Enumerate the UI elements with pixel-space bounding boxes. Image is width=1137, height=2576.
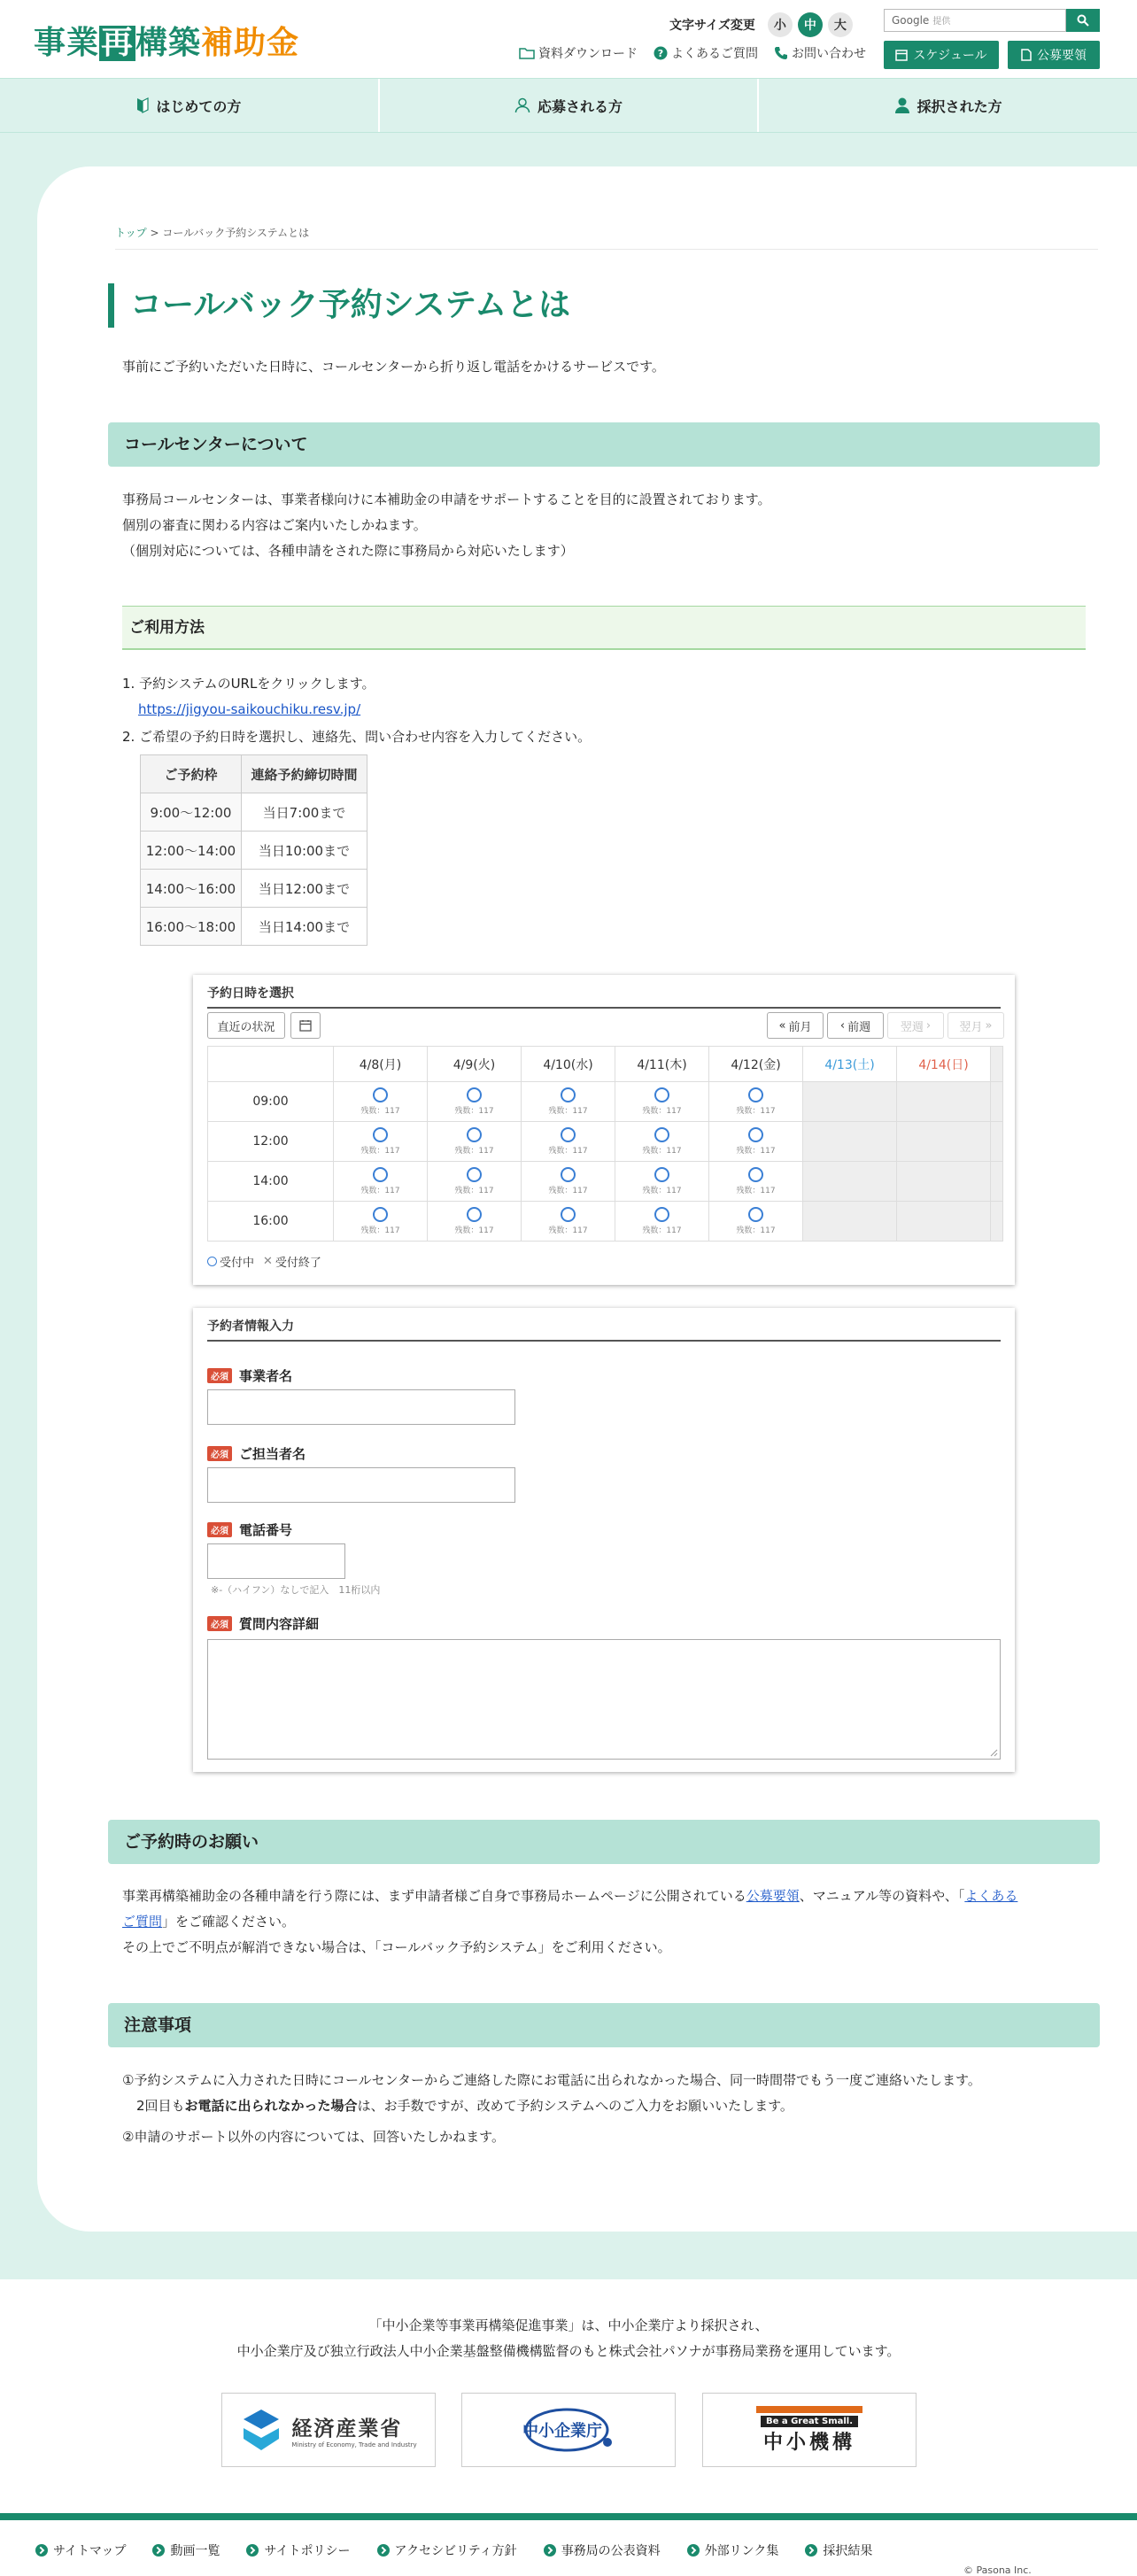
faq-inline-link[interactable]: よくある bbox=[964, 1888, 1018, 1904]
footer-link-publications[interactable]: 事務局の公表資料 bbox=[544, 2541, 661, 2559]
details-label: 必須 質問内容詳細 bbox=[207, 1614, 319, 1633]
smrj-banner[interactable]: Be a Great Small. 中小機構 bbox=[702, 2393, 917, 2467]
closed-cell bbox=[803, 1122, 897, 1162]
time-label: 16:00 bbox=[208, 1202, 334, 1242]
calendar-corner bbox=[208, 1047, 334, 1082]
resize-handle-icon[interactable] bbox=[989, 1748, 998, 1757]
slot-cell[interactable]: 残数：117 bbox=[522, 1162, 615, 1202]
day-header: 4/10(水) bbox=[522, 1047, 615, 1082]
calendar-legend: 受付中 ✕ 受付終了 bbox=[207, 1253, 321, 1270]
open-circle-icon bbox=[207, 1257, 217, 1266]
breadcrumb: トップ > コールバック予約システムとは bbox=[115, 225, 1098, 250]
slot-cell[interactable]: 残数：117 bbox=[428, 1202, 522, 1242]
available-circle-icon bbox=[654, 1087, 669, 1102]
slot-cell[interactable]: 残数：117 bbox=[709, 1202, 803, 1242]
download-link[interactable]: 資料ダウンロード bbox=[519, 44, 638, 62]
site-header bbox=[0, 0, 1137, 78]
main-nav bbox=[0, 78, 1137, 133]
slot-cell[interactable]: 残数：117 bbox=[334, 1122, 428, 1162]
callcenter-text: 事務局コールセンターは、事業者様向けに本補助金の申請をサポートすることを目的に設置されております。 個別の審査に関わる内容はご案内いたしかねます。 （個別対応については、各種申請をされた際に事務局から対応いたします） bbox=[122, 491, 771, 559]
page-intro: 事前にご予約いただいた日時に、コールセンターから折り返し電話をかけるサービスです。 bbox=[122, 359, 665, 375]
closed-cell bbox=[803, 1202, 897, 1242]
availability-calendar bbox=[207, 1046, 1003, 1242]
search-input[interactable]: Google 提供 bbox=[884, 9, 1066, 32]
request-text: 事業再構築補助金の各種申請を行う際には、まず申請者様ご自身で事務局ホームページに公開されている公募要領、マニュアル等の資料や、「よくある ご質問」をご確認ください。 その上でご不明点が解消できない場合は、「コールバック予約システム」をご利用ください。 bbox=[122, 1888, 1018, 1955]
available-circle-icon bbox=[748, 1127, 763, 1142]
usage-steps bbox=[122, 671, 591, 750]
meti-logo-icon bbox=[240, 2407, 282, 2453]
folder-icon bbox=[519, 47, 535, 59]
table-header: 連絡予約締切時間 bbox=[242, 755, 367, 793]
phone-input[interactable] bbox=[207, 1543, 345, 1579]
slot-cell[interactable]: 残数：117 bbox=[615, 1122, 709, 1162]
calendar-row bbox=[208, 1162, 1003, 1202]
closed-cell bbox=[803, 1082, 897, 1122]
available-circle-icon bbox=[748, 1087, 763, 1102]
smrj-stripe bbox=[756, 2406, 862, 2413]
arrow-circle-icon bbox=[687, 2544, 700, 2557]
footer-link-external[interactable]: 外部リンク集 bbox=[687, 2541, 779, 2559]
day-header: 4/9(火) bbox=[428, 1047, 522, 1082]
breadcrumb-top-link[interactable]: トップ bbox=[115, 227, 147, 239]
available-circle-icon bbox=[467, 1127, 482, 1142]
available-circle-icon bbox=[373, 1087, 388, 1102]
font-size-label: 文字サイズ変更 bbox=[669, 19, 755, 33]
day-header-sunday: 4/14(日) bbox=[897, 1047, 991, 1082]
user-outline-icon bbox=[514, 97, 530, 113]
nav-applicants[interactable]: 応募される方 bbox=[380, 79, 760, 132]
contact-person-label: 必須 ご担当者名 bbox=[207, 1444, 306, 1463]
available-circle-icon bbox=[467, 1087, 482, 1102]
arrow-circle-icon bbox=[152, 2544, 165, 2557]
reservation-form-panel bbox=[193, 1308, 1015, 1772]
required-badge: 必須 bbox=[207, 1522, 232, 1537]
notes-text: ①予約システムに入力された日時にコールセンターからご連絡した際にお電話に出られなかった場合、同一時間帯でもう一度ご連絡いたします。 2回目もお電話に出られなかった場合は、お手数ですが、改めて予約システムへのご入力をお願いいたします。 ②申請のサポート以外の内容については、回答いたしかねます。 bbox=[122, 2068, 1105, 2150]
available-circle-icon bbox=[748, 1207, 763, 1222]
search-icon bbox=[1077, 14, 1089, 27]
available-circle-icon bbox=[654, 1207, 669, 1222]
reservation-system-link[interactable]: https://jigyou-saikouchiku.resv.jp/ bbox=[138, 701, 361, 717]
question-icon bbox=[654, 46, 668, 60]
svg-text:?: ? bbox=[657, 48, 664, 59]
arrow-circle-icon bbox=[246, 2544, 259, 2557]
usage-step-2: 2. ご希望の予約日時を選択し、連絡先、問い合わせ内容を入力してください。 bbox=[122, 729, 592, 745]
nav-adopted[interactable]: 採択された方 bbox=[759, 79, 1137, 132]
callcenter-heading: コールセンターについて bbox=[108, 422, 1100, 467]
faq-inline-link-cont[interactable]: ご質問 bbox=[122, 1914, 163, 1930]
next-week-button[interactable]: 翌週 › bbox=[887, 1012, 944, 1039]
available-circle-icon bbox=[561, 1127, 576, 1142]
required-badge: 必須 bbox=[207, 1616, 232, 1631]
closed-cell bbox=[897, 1162, 991, 1202]
available-circle-icon bbox=[467, 1167, 482, 1182]
slot-cell[interactable]: 残数：117 bbox=[334, 1162, 428, 1202]
calendar-panel bbox=[193, 975, 1015, 1285]
footer-link-policy[interactable]: サイトポリシー bbox=[246, 2541, 350, 2559]
calendar-row bbox=[208, 1122, 1003, 1162]
available-circle-icon bbox=[654, 1127, 669, 1142]
calendar-icon bbox=[299, 1019, 312, 1032]
slot-cell[interactable]: 残数：117 bbox=[522, 1082, 615, 1122]
calendar-picker-button[interactable] bbox=[290, 1012, 321, 1039]
footer-link-videos[interactable]: 動画一覧 bbox=[152, 2541, 220, 2559]
slot-cell[interactable]: 残数：117 bbox=[334, 1202, 428, 1242]
time-label: 14:00 bbox=[208, 1162, 334, 1202]
available-circle-icon bbox=[561, 1087, 576, 1102]
available-circle-icon bbox=[654, 1167, 669, 1182]
arrow-circle-icon bbox=[377, 2544, 390, 2557]
slot-cell[interactable]: 残数：117 bbox=[615, 1202, 709, 1242]
request-heading: ご予約時のお願い bbox=[108, 1820, 1100, 1864]
slot-cell[interactable]: 残数：117 bbox=[428, 1082, 522, 1122]
closed-cell bbox=[897, 1122, 991, 1162]
user-icon bbox=[894, 97, 910, 113]
recent-status-button[interactable]: 直近の状況 bbox=[207, 1012, 285, 1039]
day-header: 4/8(月) bbox=[334, 1047, 428, 1082]
page-title: コールバック予約システムとは bbox=[108, 283, 570, 328]
next-month-button[interactable]: 翌月 » bbox=[948, 1012, 1004, 1039]
slot-cell[interactable]: 残数：117 bbox=[428, 1122, 522, 1162]
table-row: 16:00～18:00 当日14:00まで bbox=[141, 908, 367, 946]
prev-week-button[interactable]: ‹ 前週 bbox=[827, 1012, 884, 1039]
slot-cell[interactable]: 残数：117 bbox=[522, 1202, 615, 1242]
copyright: © Pasona Inc. bbox=[963, 2564, 1032, 2576]
footer-links bbox=[35, 2541, 872, 2559]
calendar-icon bbox=[895, 49, 908, 61]
calendar-header-row bbox=[208, 1047, 1003, 1082]
double-chevron-right-icon: » bbox=[985, 1018, 993, 1033]
footer-link-results[interactable]: 採択結果 bbox=[805, 2541, 872, 2559]
closed-cell bbox=[897, 1202, 991, 1242]
font-size-switcher bbox=[669, 12, 853, 37]
business-name-input[interactable] bbox=[207, 1389, 515, 1425]
required-badge: 必須 bbox=[207, 1368, 232, 1383]
table-row: 12:00～14:00 当日10:00まで bbox=[141, 832, 367, 870]
site-logo[interactable]: 事業再構築補助金 bbox=[34, 25, 300, 61]
sme-agency-banner[interactable]: 中小企業庁 bbox=[461, 2393, 676, 2467]
calendar-title: 予約日時を選択 bbox=[207, 984, 1001, 1009]
contact-link[interactable]: お問い合わせ bbox=[774, 44, 866, 62]
note-item-1: ①予約システムに入力された日時にコールセンターからご連絡した際にお電話に出られなかった場合、同一時間帯でもう一度ご連絡いたします。 bbox=[122, 2072, 981, 2088]
arrow-circle-icon bbox=[35, 2544, 48, 2557]
note-item-2: ②申請のサポート以外の内容については、回答いたしかねます。 bbox=[122, 2129, 505, 2145]
phone-label: 必須 電話番号 bbox=[207, 1520, 292, 1539]
chevron-right-icon: › bbox=[925, 1018, 932, 1033]
details-textarea[interactable] bbox=[207, 1639, 1001, 1760]
breadcrumb-current: コールバック予約システムとは bbox=[162, 227, 310, 239]
font-size-large-button[interactable]: 大 bbox=[828, 12, 853, 37]
form-title: 予約者情報入力 bbox=[207, 1317, 1001, 1342]
day-header: 4/12(金) bbox=[709, 1047, 803, 1082]
time-label: 09:00 bbox=[208, 1082, 334, 1122]
phone-icon bbox=[774, 46, 788, 60]
slot-cell[interactable]: 残数：117 bbox=[428, 1162, 522, 1202]
phone-note: ※-（ハイフン）なしで記入 11桁以内 bbox=[211, 1584, 381, 1596]
footer-statement: 「中小企業等事業再構築促進事業」は、中小企業庁より採択され、 中小企業庁及び独立行政法人中小企業基盤整備機構監督のもと株式会社パソナが事務局業務を運用しています。 bbox=[236, 2317, 901, 2359]
nav-first-time[interactable]: はじめての方 bbox=[0, 79, 380, 132]
font-size-medium-button[interactable]: 中 bbox=[798, 12, 823, 37]
time-label: 12:00 bbox=[208, 1122, 334, 1162]
usage-step-1: 1. 予約システムのURLをクリックします。 bbox=[122, 676, 375, 692]
calendar-scrollbar[interactable] bbox=[991, 1047, 1003, 1082]
closed-cell bbox=[803, 1162, 897, 1202]
faq-link[interactable]: ? よくあるご質問 bbox=[654, 44, 758, 62]
guidelines-button[interactable]: 公募要領 bbox=[1008, 41, 1100, 69]
header-links bbox=[519, 44, 866, 62]
meti-banner[interactable]: 経済産業省 Ministry of Economy, Trade and Industry bbox=[221, 2393, 436, 2467]
required-badge: 必須 bbox=[207, 1446, 232, 1461]
slot-cell[interactable]: 残数：117 bbox=[709, 1122, 803, 1162]
arrow-circle-icon bbox=[544, 2544, 556, 2557]
guidelines-link[interactable]: 公募要領 bbox=[746, 1888, 800, 1904]
slot-cell[interactable]: 残数：117 bbox=[615, 1162, 709, 1202]
notes-heading: 注意事項 bbox=[108, 2003, 1100, 2047]
available-circle-icon bbox=[561, 1167, 576, 1182]
slot-cell[interactable]: 残数：117 bbox=[334, 1082, 428, 1122]
search-button[interactable] bbox=[1066, 9, 1100, 32]
available-circle-icon bbox=[373, 1167, 388, 1182]
available-circle-icon bbox=[748, 1167, 763, 1182]
available-circle-icon bbox=[373, 1127, 388, 1142]
table-header-row bbox=[141, 755, 367, 793]
day-header: 4/11(木) bbox=[615, 1047, 709, 1082]
calendar-row bbox=[208, 1202, 1003, 1242]
slot-cell[interactable]: 残数：117 bbox=[709, 1082, 803, 1122]
slot-cell[interactable]: 残数：117 bbox=[615, 1082, 709, 1122]
slot-cell[interactable]: 残数：117 bbox=[522, 1122, 615, 1162]
footer-link-accessibility[interactable]: アクセシビリティ方針 bbox=[377, 2541, 517, 2559]
business-name-label: 必須 事業者名 bbox=[207, 1366, 292, 1385]
closed-cell bbox=[897, 1082, 991, 1122]
available-circle-icon bbox=[467, 1207, 482, 1222]
table-row: 14:00～16:00 当日12:00まで bbox=[141, 870, 367, 908]
usage-heading: ご利用方法 bbox=[122, 606, 1086, 650]
available-circle-icon bbox=[561, 1207, 576, 1222]
document-icon bbox=[1021, 49, 1032, 61]
table-row: 9:00～12:00 当日7:00まで bbox=[141, 793, 367, 832]
cross-icon: ✕ bbox=[263, 1255, 273, 1268]
chevron-left-icon: ‹ bbox=[839, 1018, 846, 1033]
footer-divider bbox=[0, 2513, 1137, 2520]
arrow-circle-icon bbox=[805, 2544, 817, 2557]
available-circle-icon bbox=[373, 1207, 388, 1222]
contact-person-input[interactable] bbox=[207, 1467, 515, 1503]
double-chevron-left-icon: « bbox=[778, 1018, 786, 1033]
schedule-button[interactable]: スケジュール bbox=[884, 41, 999, 69]
beginner-mark-icon bbox=[136, 97, 149, 113]
reservation-slot-table bbox=[140, 754, 367, 946]
calendar-row bbox=[208, 1082, 1003, 1122]
day-header-saturday: 4/13(土) bbox=[803, 1047, 897, 1082]
table-header: ご予約枠 bbox=[141, 755, 242, 793]
font-size-small-button[interactable]: 小 bbox=[768, 12, 793, 37]
slot-cell[interactable]: 残数：117 bbox=[709, 1162, 803, 1202]
footer-link-sitemap[interactable]: サイトマップ bbox=[35, 2541, 126, 2559]
prev-month-button[interactable]: « 前月 bbox=[767, 1012, 824, 1039]
